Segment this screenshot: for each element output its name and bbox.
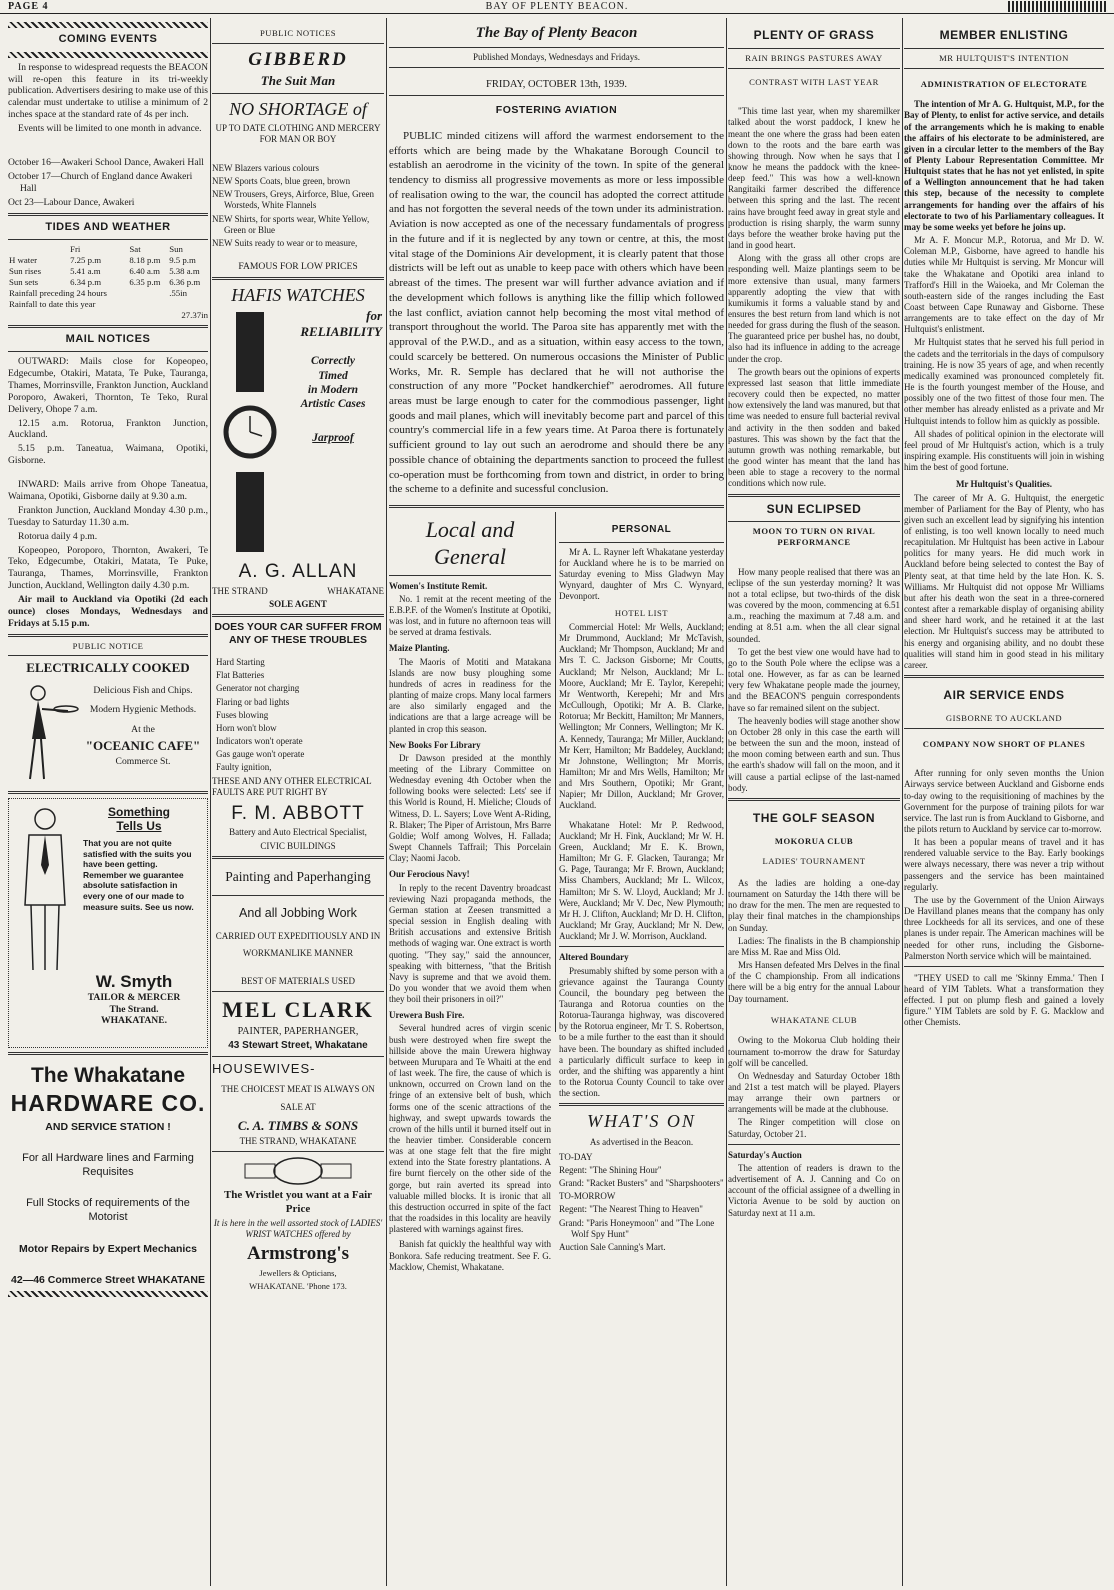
lead-title: FOSTERING AVIATION (495, 103, 618, 116)
column-2: PUBLIC NOTICES GIBBERD The Suit Man NO SHORTAGE of UP TO DATE CLOTHING AND MERCERY FOR MAN OR BOY NEW Blazers various colours NEW Sports Coats, blue green, brown NEW Trousers, Greys, Airforce, Blue, Green Worsteds, White Flannels NEW Shirts, for sports wear, White Yellow, Green or Blue NEW Suits ready to wear or to measure, FAMOUS FOR LOW PRICES HAFIS WATCHES for RELIABILITY Correctly Timed in Modern Artistic Cases Jarproof A. G. ALLAN THE STRAND WHAKATANE SOLE AGENT DOES YOUR CAR SUFFER FROM ANY OF THESE TROUBLES Hard Starting Flat Batteries Generator not charging Flaring or bad lights Fuses blowing Horn won't blow Indicators won't operate Gas gauge won't operate Faulty ignition, THESE AND ANY OTHER ELECTRICAL FAULTS ARE PUT RIGHT BY F. M. ABBOTT Battery and Auto Electrical Specialist, CIVIC BUILDINGS Painting and Paperhanging And all Jobbing Work CARRIED OUT EXPEDITIOUSLY AND IN WORKMANLIKE MANNER BEST OF MATERIALS USED MEL CLARK PAINTER, PAPERHANGER, 43 Stewart Street, Whakatane HOUSEWIVES- THE CHOICEST MEAT IS ALWAYS ON SALE AT C. A. TIMBS & SONS THE STRAND, WHAKATANE The Wristlet you want at a Fair Price It is here in the well assorted stock of LADIES' WRIST WATCHES offered by Armstrong's Jewellers & Opticians, WHAKATANE. 'Phone 173. (212, 28, 384, 1291)
grass-title: PLENTY OF GRASS (753, 28, 875, 42)
tides-table: Fri Sat Sun H water 7.25 p.m 8.18 p.m 9.5 p.m Sun rises 5.41 a.m 6.40 a.m 5.38 a.m Sun sets 6.34 p.m 6.35 p.m 6.36 p.m Rainfall preceding 24 hours .55in Rainfall to date this year (9, 244, 201, 309)
abbott-name: F. M. ABBOTT (231, 802, 365, 824)
column-5: MEMBER ENLISTING MR HULTQUIST'S INTENTION ADMINISTRATION OF ELECTORATE The intention of Mr A. G. Hultquist, M.P., for the Bay of Plenty, to enlist for active service, and details of the arrangements which he is making to enable the affairs of his electorate to be administered, are given in a circular letter to the members of the Bay of Plenty Labour Representation Committee. Mr Hultquist states that he has not yet enlisted, in spite of a Wellington announcement that he had taken this step, because of the necessity to complete arrangements for handing over the affairs of his electorate to two of his Parliamentary colleagues. It may be some weeks yet before he joins up. Mr A. F. Moncur M.P., Rotorua, and Mr D. W. Coleman M.P., Gisborne, have agreed to handle his duties while Mr Hultquist is serving. Mr Moncur will take the Whakatane and Opotiki area inland to Trafford's Hill in the Waioeka, and Mr Coleman the south-eastern side of the ranges including the East Coast between Cape Runaway and Gisborne. These arrangements are to take effect on the day of Mr Hultquist's enlistment. Mr Hultquist states that he served his full period in the cadets and the territorials in the days of compulsory training. He is now 35 years of age, and when recently medically examined was pronounced completely fit. He is the fourth youngest member of the House, and possibly one of the two fittest of those four men. The other member has already enlisted as a private and Mr Hultquist intends to follow him as quickly as possible. All shades of political opinion in the electorate will feel proud of Mr Hultquist's action, which is a truly inspiring example. His constituents will join in wishing him the best of good fortune. Mr Hultquist's Qualities. The career of Mr A. G. Hultquist, the energetic member of Parliament for the Bay of Plenty, who has given such an excellent lead by signifying his intention of enlisting, is too well known locally to need much recapitulation. Mr Hultquist has been active in Labour politics for many years. He did much work in Auckland before being selected to contest the Bay of Plenty seat, at that time held by the late Hon. K. S. Williams. Mr Hultquist did not oppose Mr Williams but after his death won the seat in a three-cornered contest after a remarkable display of organising ability and sheer hard work, and he retained it at the last election. Mr Hultquist's success may be attributed to his energy and organising ability, and no doubt these qualities will stand him in good stead in his military career. AIR SERVICE ENDS GISBORNE TO AUCKLAND COMPANY NOW SHORT OF PLANES After running for only seven months the Union Airways service between Auckland and Gisborne ends to-day owing to the requisitioning of machines by the Government for the purpose of training pilots for war service. The last run is from Auckland to Gisborne, and the pilots return to Auckland by service car to-morrow. It has been a popular means of travel and it has rendered valuable service to the Bay. Early bookings were always necessary, there was never a trip without passengers and the service has been maintained regularly. The use by the Government of the Union Airways De Havilland planes means that the company has only three Lockheeds for all its services, and one of these planes is under repair. The American machines will be needed for other runs, including the Gisborne-Palmerston North service which will be maintained. "THEY USED to call me 'Skinny Emma.' Then I heard of YIM Tablets. What a transformation they effected. I put on plump flesh and gained a lovely figure." YIM Tablets are sold by F. G. Macklow and other Chemists. (904, 28, 1104, 1028)
mail-inward: INWARD: Mails arrive from Ohope Taneatua, Waimana, Opotiki, Gisborne daily at 9.30 a.m. (8, 479, 208, 503)
column-4: PLENTY OF GRASS RAIN BRINGS PASTURES AWAY CONTRAST WITH LAST YEAR "This time last year, when my sharemilker talked about the worst paddock, I knew he meant the one where the grass had been eaten down to the roots and the bare earth was showing through. Now when he says that I know he means the paddock with the knee-deep feed." This was how a well-known Rangitaiki farmer described the difference between this spring and the last. The recent rains have brought feed away in great style and production is rising sharply, the warm sunny days before the weather broke having put the land in good heart. Along with the grass all other crops are responding well. Maize plantings seem to be more extensive than usual, many farmers apparently adopting the view that with kumikumis it forms a valuable stand by and ensures the best return from land which is not needed for grass during the flush of the season. The guaranteed price per bushel has, no doubt, also had its influence in adding to the acreage under the crop. The growth bears out the opinions of experts expressed last season that little immediate recovery could then be expected, no matter how extensively the land was manured, but that time was needed to ensure full bacterial revival and activity in the then sodden and baked pastures. This was shown by the fact that the autumn growth was nothing remarkable, but the good winter has meant that the land has been able to stage a recovery to the normal conditions which now rule. SUN ECLIPSED MOON TO TURN ON RIVAL PERFORMANCE How many people realised that there was an eclipse of the sun yesterday morning? It was not a total eclipse, but two-thirds of the disk was covered by the moon, commencing at 6.51 a.m., reaching the maximum at 7.48 a.m. and ending at 8.51 a.m. when the all clear signal sounded. To get the best view one would have had to go to the South Pole where the eclipse was a total one. However, as far as can be learned very few Whakatane people made the journey, and the BEACON'S penguin correspondents have so far remained silent on the subject. The heavenly bodies will stage another show on October 28 only in this case the earth will be between the sun and the moon, instead of the moon coming between earth and sun. Thus the earth's shadow will fall on the moon, and it will cause a partial eclipse of the last-named body. THE GOLF SEASON MOKORUA CLUB LADIES' TOURNAMENT As the ladies are holding a one-day tournament on Saturday the 14th there will be no draw for the men. The men are requested to play their final matches in the championships on Sunday. Ladies: The finalists in the B championship are Miss M. Rae and Miss Old. Mrs Hansen defeated Mrs Delves in the final of the C championship. From all indications there will be a big entry for the annual Labour Day tournament. WHAKATANE CLUB Owing to the Mokorua Club holding their tournament to-morrow the draw for Saturday golf will be cancelled. On Wednesday and Saturday October 18th and 21st a test match will be played. Players may arrange their own partners or arrangements will be made at the clubhouse. The Ringer competition will close on Saturday, October 21. Saturday's Auction The attention of readers is drawn to the advertisement of A. J. Canning and Co on account of the official assignee of a dwelling in Victoria Avenue to be sold by auction on Saturday next at 11 a.m. (728, 28, 900, 1218)
event-item: October 17—Church of England dance Awakeri Hall (8, 170, 193, 194)
column-1: COMING EVENTS In response to widespread requests the BEACON will re-open this feature in its tri-weekly publication. Advertisers desiring to make use of this calendar must undertake to utilise a minimum of 2 inches space at the standard rate of 4s per inch. Events will be limited to one month in advance. October 16—Awakeri School Dance, Awakeri Hall October 17—Church of England dance Awakeri Hall Oct 23—Labour Dance, Awakeri TIDES AND WEATHER Fri Sat Sun H water 7.25 p.m 8.18 p.m 9.5 p.m Sun rises 5.41 a.m 6.40 a.m 5.38 a.m Sun sets 6.34 p.m 6.35 p.m 6.36 p.m Rainfall preceding 24 hours .55in Rainfall to date this year 27.37in MAIL NOTICES OUTWARD: Mails close for Kopeopeo, Edgecumbe, Otakiri, Matata, Te Puke, Tauranga, Thames, Morrinsville, Frankton Junction, Auckland Poroporo, Awakeri, Thornton, Te Teko, Rural Delivery, Ohope 7 a.m. 12.15 a.m. Rotorua, Frankton Junction, Auckland. 5.15 p.m. Taneatua, Waimana, Opotiki, Gisborne. INWARD: Mails arrive from Ohope Taneatua, Waimana, Opotiki, Gisborne daily at 9.30 a.m. Frankton Junction, Auckland Monday 4.30 p.m., Tuesday to Saturday 11.30 a.m. Rotorua daily 4 p.m. Kopeopeo, Poroporo, Thornton, Awakeri, Te Teko, Edgecumbe, Otakiri, Matata, Te Puke, Tauranga, Thames, Morrinsville, Frankton Junction, Auckland, Wellington daily 4.30 p.m. Air mail to Auckland via Opotiki (2d each ounce) closes Mondays, Wednesdays and Fridays at 5.15 p.m. PUBLIC NOTICE ELECTRICALLY COOKED Delicious Fish and Chips. Modern Hygienic Methods. At the "OCEANIC CAFE" Commerce St. Something Tells Us That you are not quite satisfied with the suits you have been getting. Remember we guarantee absolute satisfaction in every one of our made to measure suits. See us now. W. Smyth TAILOR & MERCER The Strand. WHAKATANE. The Whakatane HARDWARE CO. AND SERVICE STATION ! For all Hardware lines and Farming Requisites Full Stocks of requirements of the Motorist Motor Repairs by Expert Mechanics 42—46 Commerce Street WHAKATANE (8, 18, 208, 1301)
wristwatch-icon (218, 312, 282, 552)
smyth-advert: Something Tells Us That you are not quite satisfied with the suits you have been getting. Remember we guarantee absolute satisfaction in every one of our made to measure suits. See us now. W. Smyth TAILOR & MERCER The Strand. WHAKATANE. (8, 798, 208, 1048)
timbs-name: C. A. TIMBS & SONS (237, 1117, 359, 1133)
coming-events-title: COMING EVENTS (58, 33, 158, 45)
tides-title: TIDES AND WEATHER (45, 220, 171, 233)
tailor-figure-icon (13, 805, 77, 975)
hafis-title: HAFIS WATCHES (231, 284, 365, 305)
page-header (0, 0, 1114, 14)
event-item: October 16—Awakeri School Dance, Awakeri Hall (8, 156, 204, 168)
air-title: AIR SERVICE ENDS (943, 688, 1065, 702)
issue-date: FRIDAY, OCTOBER 13th, 1939. (485, 78, 627, 90)
sun-title: SUN ECLIPSED (766, 501, 862, 516)
car-trouble-title: DOES YOUR CAR SUFFER FROM ANY OF THESE TROUBLES (214, 621, 382, 647)
cooked-title: ELECTRICALLY COOKED (26, 660, 190, 676)
event-item: Oct 23—Labour Dance, Awakeri (8, 196, 135, 208)
mail-outward: OUTWARD: Mails close for Kopeopeo, Edgecumbe, Otakiri, Matata, Te Puke, Tauranga, Thames, Morrinsville, Frankton Junction, Auckland Poroporo, Awakeri, Thornton, Te Teko, Rural Delivery, Ohope 7 a.m. (8, 356, 208, 415)
allan-name: A. G. ALLAN (238, 561, 358, 583)
smyth-name: W. Smyth (95, 971, 173, 991)
mail-title: MAIL NOTICES (65, 332, 151, 345)
whats-on-title: WHAT'S ON (587, 1111, 696, 1132)
hardware-name1: The Whakatane (30, 1063, 186, 1087)
personal-title: PERSONAL (611, 524, 672, 536)
cafe-name: "OCEANIC CAFE" (85, 738, 201, 754)
hardware-name2: HARDWARE CO. (10, 1089, 206, 1116)
coming-events-limit: Events will be limited to one month in advance. (18, 123, 202, 135)
local-general-title: Local and General (425, 517, 515, 570)
page-number: PAGE 4 (8, 1, 49, 12)
paper-name: BAY OF PLENTY BEACON. (485, 1, 629, 12)
enlist-title: MEMBER ENLISTING (939, 28, 1069, 42)
golf-title: THE GOLF SEASON (752, 810, 876, 825)
events-list (8, 157, 208, 209)
watch-face-icon (243, 1156, 353, 1186)
coming-events-intro: In response to widespread requests the BEACON will re-open this feature in its tri-weekly publication. Advertisers desiring to make use of this calendar must undertake to utilise a minimum of 2 inches space at the standard rate of 4s per inch. (8, 61, 208, 121)
gibberd-name: GIBBERD (248, 48, 348, 70)
column-3: The Bay of Plenty Beacon Published Mondays, Wednesdays and Fridays. FRIDAY, OCTOBER 13th, 1939. FOSTERING AVIATION PUBLIC minded citizens will afford the warmest endorsement to the efforts which are being made by the Whakatane Borough Council to establish an aerodrome in the vicinity of the town. In spite of the general tendency to dismiss all progressive movements as more or less impossible of realisation owing to the war, the council has adopted the correct attitude and has not forgotten the several needs of the town under its administration. Aviation is now accepted as one of the necessary fundamentals of progress in the future and if it is neglected by any town or centre, at this, the most vital stage of the Dominions Air development, it is clearly patent that those districts will be left out as unable to keep pace with others which have been abreast of the times. The present war will further advance aviation and if the development which follows is anything like the fillip which followed the last conflict, aviation cannot help becoming the most vital method of transport throughout the world. The Paroa site has apparently met with the approval of the P.W.D., and as a situation, within easy access to the town, could scarcely be bettered. On numerous occasions the Minister of Public Works, Mr. R. Semple has declared that he will not authorise the construction of any more "Pocket handkerchief" aerodromes. All future areas must be large enough to cater for the commodious passenger, light goods and mail planes, which will inevitably become part and parcel of this country's commercial life in a few years time. At Paroa there is fortunately sufficient ground to lay out such an aerodrome and should there be any possible chance of obtaining the departments sanction to proceed the fullest co-operation must be forthcoming from town and district, in order to bring the scheme to a definite and sucessful conclusion. Local and General Women's Institute Remit. No. 1 remit at the recent meeting of the E.B.P.F. of the Women's Institute at Opotiki, was lost, and in future no afternoon teas will be served at drama festivals. Maize Planting. The Maoris of Motiti and Matakana Islands are now busy ploughing some hundreds of acres in readiness for the planting of maize crops. Many local farmers are also similarly engaged and the indications are that a large acreage will be planted in crop this season. New Books For Library Dr Dawson presided at the monthly meeting of the Library Committee on Wednesday evening 4th October when the following books were selected: Lets' see if this World is Round, H. Mieliche; Clouds of Witness, D. L. Sayers; Love Went A-Riding, R. Blaker; The Piper of Arristoun, Mrs Barre Goldie; Wolf among Wolves, H. Fallada; Swept Channels Taffrail; This Porcelain Clay; Naomi Jacob. Our Ferocious Navy! In reply to the recent Daventry broadcast reviewing Nazi propaganda methods, the German station at Zeesen transmitted a special session in English dealing with British accusations and extensive British methods of waging war. One extract is worth quoting. "They say," said the announcer, speaking with bitterness, "that the British Navy is supreme and that we avoid them. Do you wonder that we avoid them when they boil their prisoners in oil?" Urewera Bush Fire. Several hundred acres of virgin scenic bush were destroyed when fire swept the hillside above the main Urewera highway between Murupara and Te Whaiti at the end of last week. The fire, the cause of which is unknown, occurred on Crown land on the fringe of an extensive belt of bush, which forms one of the scenic attractions of the highway, and swept upwards towards the crown of the hills until it burned itself out in the heavier timber. Considerable concern was at one stage felt that the fire might extend into the State forestry plantations. A fire burnt fiercely on the other side of the gorge, but rain averted its spread into valuable milled blocks. It is ironic that all this destruction occurred in spite of the fact that the roadsides in this locality are heavily plastered with warnings against fires. Banish fat quickly the healthful way with Bonkora. Safe reducing treatment. See F. G. Macklow, Chemist, Whakatane. PERSONAL Mr A. L. Rayner left Whakatane yesterday for Auckland where he is to be married on Saturday evening to Miss Gladwyn May Wynyard, daughter of Mrs C. Wynyard, Devonport. HOTEL LIST Commercial Hotel: Mr Wells, Auckland; Mr Drummond, Auckland; Mr McTavish, Auckland; Mr Thompson, Auckland; Mr and Mrs T. C. Jackson Gisborne; Mr Coutts, Auckland; Mr Nelson, Auckland; Mr L. Moore, Auckland; Mr E. Taylor, Kerepehi; Mr Wentworth, Kerepehi; Mr and Mrs McCullough, Opotiki; Mr A. B. Clarke, Rotorua; Mr Beckitt, Hamilton; Mr Manners, Wellington; Mr Conners, Wellington; Mr K. A. Kennedy, Tauranga; Mr Miller, Auckland; Mr Kerr, Hamilton; Mr Baddeley, Auckland; Mr Johnstone, Wellington; Mr Morris, Hamilton; Mr and Mrs Wells, Hamilton; Mr and Mrs Southern, Opotiki; Mr Grant, Napier; Mr Dillon, Auckland; Mr Grover, Auckland. Whakatane Hotel: Mr P. Redwood, Auckland; Mr H. Fink, Auckland; Mr W. H. Green, Auckland; Mr E. K. Brown, Hamilton; Mr G. F. Glacken, Tauranga; Mr G. Page, Tauranga; Mr F. Brown, Auckland; Miss Chambers, Auckland; Mr L. Wilcox, Hamilton; Mr S. W. Lloyd, Auckland; Mr J. Were, Auckland; Mr V. Dec, New Plymouth; Mr H. J. Clifton, Auckland; Mr D. H. Clifton, Auckland; Mr Gray, Auckland; Mr N. Dew, Auckland; Mr J. W. Morrison, Auckland. Altered Boundary Presumably shifted by some person with a grievance against the Tauranga County Council, the boundary peg between the Tauranga and Rotorua counties on the Rotorua-Tauranga highway, was discovered by the Rotorua engineer, Mr T. S. Robertson, to be a mile further to the east than it should have been. The boundary as shifted included a particularly difficult surface to keep in order, and the shifting was apparently a hint to the Rotorua County Council to take over the section. WHAT'S ON As advertised in the Beacon. TO-DAY Regent: "The Shining Hour" Grand: "Racket Busters" and "Sharpshooters" TO-MORROW Regent: "The Nearest Thing to Heaven" Grand: "Paris Honeymoon" and "The Lone Wolf Spy Hunt" Auction Sale Canning's Mart. (389, 25, 724, 1272)
clark-name: MEL CLARK (222, 997, 374, 1023)
armstrong-name: Armstrong's (246, 1243, 350, 1265)
lead-article: PUBLIC minded citizens will afford the warmest endorsement to the efforts which are being made by the Whakatane Borough Council to establish an aerodrome in the vicinity of the town. In spite of the general tendency to dismiss all progressive movements as more or less impossible of realisation owing to the war, the council has adopted the correct attitude and has not forgotten the several needs of the town under its administration. Aviation is now accepted as one of the necessary fundamentals of progress in the future and if it is neglected by any town or centre, at this, the most vital stage of the Dominions Air development, it is clearly patent that those districts will be left out as unable to keep pace with others which have been abreast of the times. The present war will further advance aviation and if the development which follows is anything like the fillip which followed the last conflict, aviation cannot help becoming the most vital method of transport throughout the world. The Paroa site has apparently met with the approval of the P.W.D., and as a situation, within easy access to the town, could scarcely be bettered. On numerous occasions the Minister of Public Works, Mr. R. Semple has declared that he will not authorise the construction of any more "Pocket handkerchief" aerodromes. All future areas must be large enough to cater for the commodious passenger, light goods and mail planes, which will inevitably become part and parcel of this country's commercial life in a few years time. At Paroa there is fortunately sufficient ground to lay out such an aerodrome and should there be any possible chance of obtaining the departments sanction to proceed the fullest co-operation must be forthcoming from town and district, in order to bring the scheme to a definite and sucessful conclusion. (389, 129, 724, 496)
masthead: The Bay of Plenty Beacon (475, 25, 638, 41)
waitress-icon (8, 679, 78, 784)
header-pattern (1008, 1, 1108, 12)
